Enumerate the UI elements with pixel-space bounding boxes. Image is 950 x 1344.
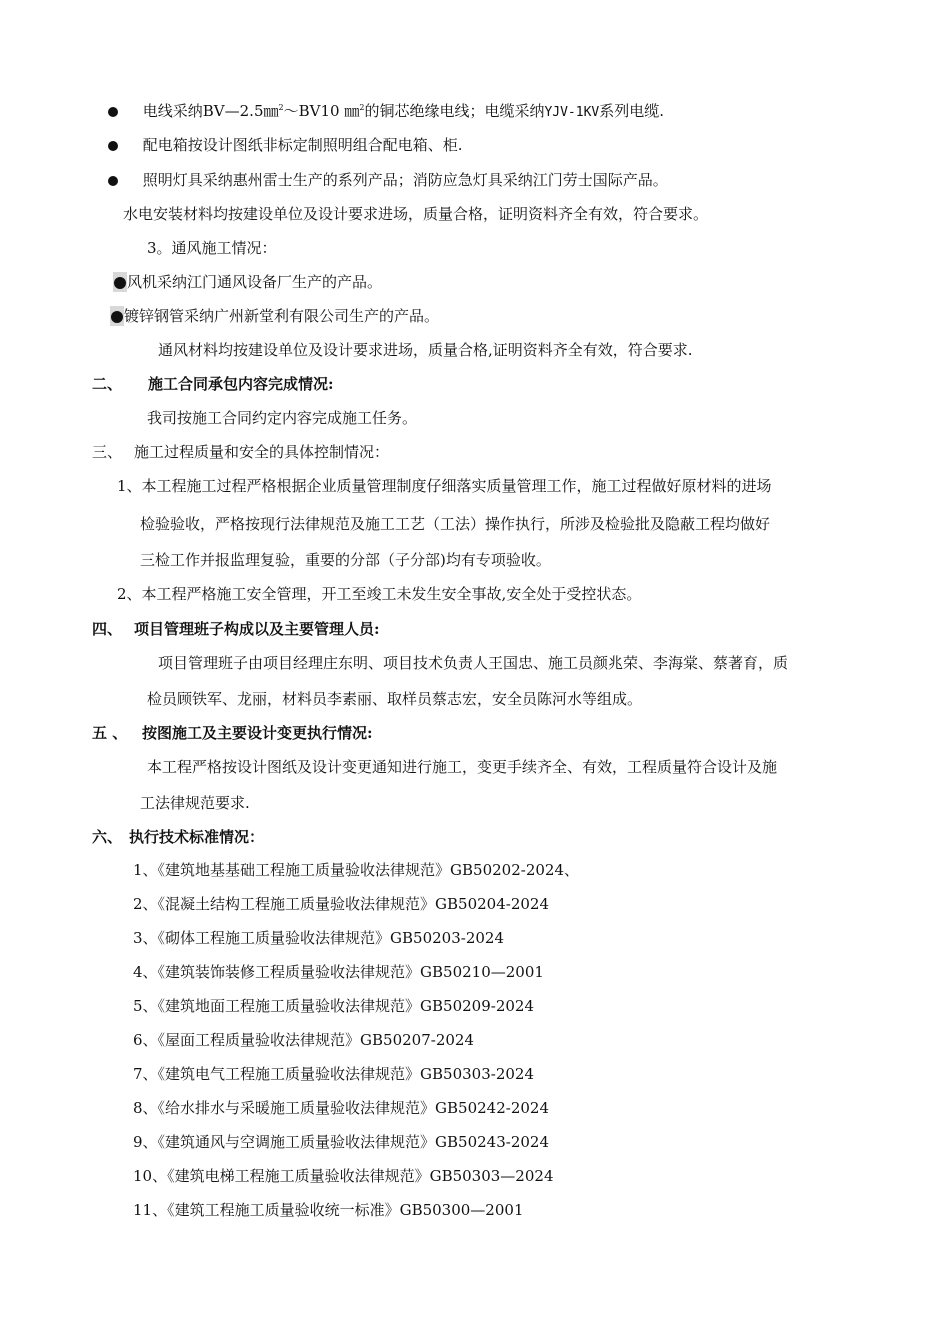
section-2-num: 二、 <box>92 375 123 393</box>
sup-a: 2 <box>278 103 284 112</box>
bullet-pipe <box>110 306 439 326</box>
section-3-p2: 2、本工程严格施工安全管理，开工至竣工未发生安全事故,安全处于受控状态。 <box>117 585 642 603</box>
highlighted-bullet <box>110 306 124 326</box>
wire-text-d: YJV-1KV <box>544 105 600 120</box>
sup-b: 2 <box>359 103 365 112</box>
fan-text: 风机采纳江门通风设备厂生产的产品。 <box>127 273 383 291</box>
standard-item: 8、《给水排水与采暖施工质量验收法律规范》GB50242-2024 <box>133 1099 550 1117</box>
bullet-dot-icon <box>108 141 118 151</box>
materials-summary: 水电安装材料均按建设单位及设计要求进场，质量合格，证明资料齐全有效，符合要求。 <box>123 205 709 223</box>
section-4-line2: 检员顾铁军、龙丽，材料员李素丽、取样员蔡志宏，安全员陈河水等组成。 <box>147 690 643 708</box>
standard-item: 6、《屋面工程质量验收法律规范》GB50207-2024 <box>133 1031 475 1049</box>
section-5-line1: 本工程严格按设计图纸及设计变更通知进行施工，变更手续齐全、有效，工程质量符合设计及施 <box>147 758 778 776</box>
standard-item: 10、《建筑电梯工程施工质量验收法律规范》GB50303—2024 <box>133 1167 554 1185</box>
wire-text-a: 电线采纳BV—2.5 <box>142 102 264 120</box>
bullet-dot-icon <box>108 176 118 186</box>
box-text: 配电箱按设计图纸非标定制照明组合配电箱、柜. <box>142 136 463 154</box>
bullet-fan <box>113 272 382 292</box>
section-3-p1-line3: 三检工作并报监理复验，重要的分部（子分部)均有专项验收。 <box>140 551 551 569</box>
standard-item: 3、《砌体工程施工质量验收法律规范》GB50203-2024 <box>133 929 505 947</box>
section-5-num: 五 、 <box>92 724 128 742</box>
bullet-wire <box>108 101 664 123</box>
standard-item: 2、《混凝土结构工程施工质量验收法律规范》GB50204-2024 <box>133 895 550 913</box>
ventilation-summary: 通风材料均按建设单位及设计要求进场，质量合格,证明资料齐全有效，符合要求. <box>158 341 693 359</box>
section-4-num: 四、 <box>92 620 123 638</box>
section-4-line1: 项目管理班子由项目经理庄东明、项目技术负责人王国忠、施工员颜兆荣、李海棠、蔡著育，质 <box>158 654 789 672</box>
wire-unit-b: ㎜ <box>344 102 360 120</box>
section-3-p1-line2: 检验验收，严格按现行法律规范及施工工艺（工法）操作执行，所涉及检验批及隐蔽工程均做好 <box>140 515 771 533</box>
standard-item: 1、《建筑地基基础工程施工质量验收法律规范》GB50202-2024、 <box>133 861 580 879</box>
standard-item: 7、《建筑电气工程施工质量验收法律规范》GB50303-2024 <box>133 1065 535 1083</box>
bullet-box <box>108 135 463 155</box>
wire-text-e: 系列电缆. <box>599 102 665 120</box>
section-5-line2: 工法律规范要求. <box>140 794 250 812</box>
wire-unit-a: ㎜ <box>263 102 279 120</box>
bullet-dot-icon <box>114 277 126 289</box>
bullet-dot-icon <box>111 311 123 323</box>
section-3-p1-line1: 1、本工程施工过程严格根据企业质量管理制度仔细落实质量管理工作，施工过程做好原材料的进场 <box>117 477 772 495</box>
section-4-title: 项目管理班子构成以及主要管理人员: <box>134 620 380 638</box>
section-6-num: 六、 <box>92 828 123 846</box>
section-3-title: 施工过程质量和安全的具体控制情况： <box>134 443 390 461</box>
section-5-title: 按图施工及主要设计变更执行情况: <box>142 724 373 742</box>
bullet-lamp <box>108 170 668 190</box>
standard-item: 5、《建筑地面工程施工质量验收法律规范》GB50209-2024 <box>133 997 535 1015</box>
section-2-body: 我司按施工合同约定内容完成施工任务。 <box>147 409 418 427</box>
wire-text-b: ～BV10 <box>283 102 345 120</box>
section-6-title: 执行技术标准情况： <box>129 828 265 846</box>
bullet-dot-icon <box>108 107 118 117</box>
standard-item: 9、《建筑通风与空调施工质量验收法律规范》GB50243-2024 <box>133 1133 550 1151</box>
highlighted-bullet <box>113 272 127 292</box>
standard-item: 11、《建筑工程施工质量验收统一标准》GB50300—2001 <box>133 1201 524 1219</box>
wire-text-c: 的铜芯绝缘电线；电缆采纳 <box>364 102 545 120</box>
pipe-text: 镀锌钢管采纳广州新堂利有限公司生产的产品。 <box>124 307 440 325</box>
lamp-text: 照明灯具采纳惠州雷士生产的系列产品；消防应急灯具采纳江门劳士国际产品。 <box>142 171 668 189</box>
section-2-title: 施工合同承包内容完成情况: <box>148 375 334 393</box>
section-3-num: 三、 <box>92 443 123 461</box>
ventilation-title: 3。通风施工情况： <box>147 239 277 257</box>
standard-item: 4、《建筑装饰装修工程质量验收法律规范》GB50210—2001 <box>133 963 544 981</box>
